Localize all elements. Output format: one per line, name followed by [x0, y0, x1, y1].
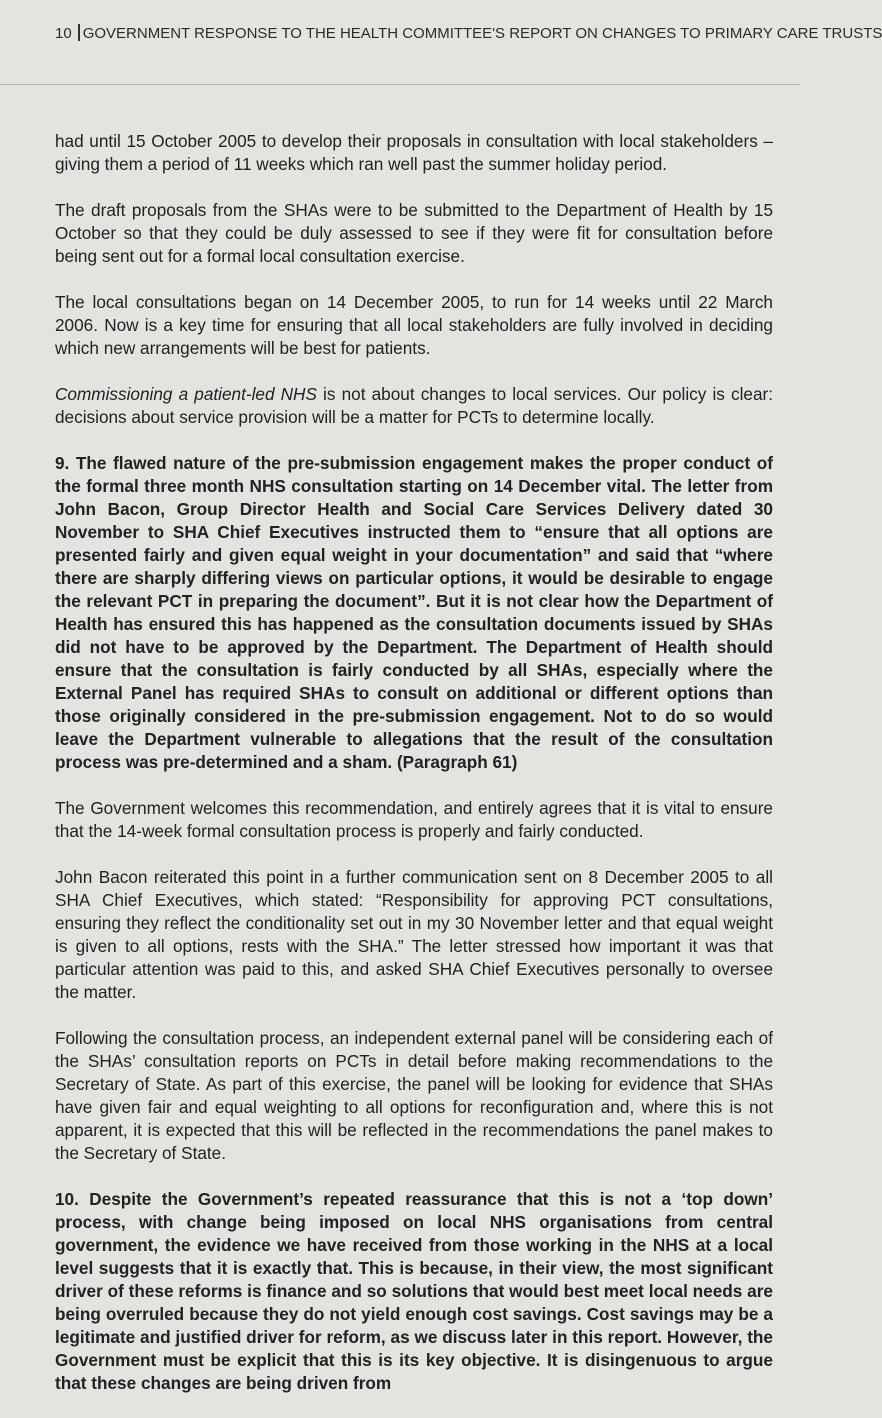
italic-title: Commissioning a patient-led NHS — [55, 384, 317, 404]
running-header — [55, 24, 882, 42]
response-paragraph: The Government welcomes this recommendation, and entirely agrees that it is vital to ensure that the 14-week formal consultation process is properly and fairly conducted. — [55, 798, 773, 841]
page-body — [55, 130, 773, 1418]
response-paragraph: John Bacon reiterated this point in a further communication sent on 8 December 2005 to all SHA Chief Executives, which stated: “Responsibility for approving PCT consultations, ensuring they reflect the conditionality set out in my 30 November letter and that equal weight is given to all options, rests with the SHA.” The letter stressed how important it was that particular attention was paid to this, and asked SHA Chief Executives personally to oversee the matter. — [55, 867, 773, 1002]
body-paragraph: The draft proposals from the SHAs were to be submitted to the Department of Health by 15 October so that they could be duly assessed to see if they were fit for consultation before being sent out for a formal local consultation exercise. — [55, 200, 773, 266]
response-paragraph: Following the consultation process, an independent external panel will be considering each of the SHAs’ consultation reports on PCTs in detail before making recommendations to the Secretary of State. As part of this exercise, the panel will be looking for evidence that SHAs have given fair and equal weighting to all options for reconfiguration and, where this is not apparent, it is expected that this will be reflected in the recommendations the panel makes to the Secretary of State. — [55, 1028, 773, 1163]
header-title: GOVERNMENT RESPONSE TO THE HEALTH COMMITTEE'S REPORT ON CHANGES TO PRIMARY CARE TRUSTS — [82, 25, 882, 42]
policy-statement-text: is not about changes to local services. Our policy is clear: decisions about service provision will be a matter for PCTs to determine locally. — [55, 384, 773, 427]
body-paragraph: The local consultations began on 14 December 2005, to run for 14 weeks until 22 March 2006. Now is a key time for ensuring that all local stakeholders are fully involved in deciding which new arrangements will be best for patients. — [55, 292, 773, 358]
recommendation-9: 9. The flawed nature of the pre-submission engagement makes the proper conduct of the formal three month NHS consultation starting on 14 December vital. The letter from John Bacon, Group Director Health and Social Care Services Delivery dated 30 November to SHA Chief Executives instructed them to “ensure that all options are presented fairly and given equal weight in your documentation” and said that “where there are sharply differing views on particular options, it would be desirable to engage the relevant PCT in preparing the document”. But it is not clear how the Department of Health has ensured this has happened as the consultation documents issued by SHAs did not have to be approved by the Department. The Department of Health should ensure that the consultation is fairly conducted by all SHAs, especially where the External Panel has required SHAs to consult on additional or different options than those originally considered in the pre-submission engagement. Not to do so would leave the Department vulnerable to allegations that the result of the consultation process was pre-determined and a sham. (Paragraph 61) — [55, 453, 773, 772]
body-paragraph: had until 15 October 2005 to develop their proposals in consultation with local stakeholders – giving them a period of 11 weeks which ran well past the summer holiday period. — [55, 131, 773, 174]
header-rule — [0, 84, 800, 85]
recommendation-10: 10. Despite the Government’s repeated reassurance that this is not a ‘top down’ process, with change being imposed on local NHS organisations from central government, the evidence we have received from those working in the NHS at a local level suggests that it is exactly that. This is because, in their view, the most significant driver of these reforms is finance and so solutions that would best meet local needs are being overruled because they do not yield enough cost savings. Cost savings may be a legitimate and justified driver for reform, as we discuss later in this report. However, the Government must be explicit that this is its key objective. It is disingenuous to argue that these changes are being driven from — [55, 1189, 773, 1393]
header-divider — [78, 24, 80, 41]
policy-statement — [55, 383, 773, 429]
page-number: 10 — [55, 25, 72, 42]
